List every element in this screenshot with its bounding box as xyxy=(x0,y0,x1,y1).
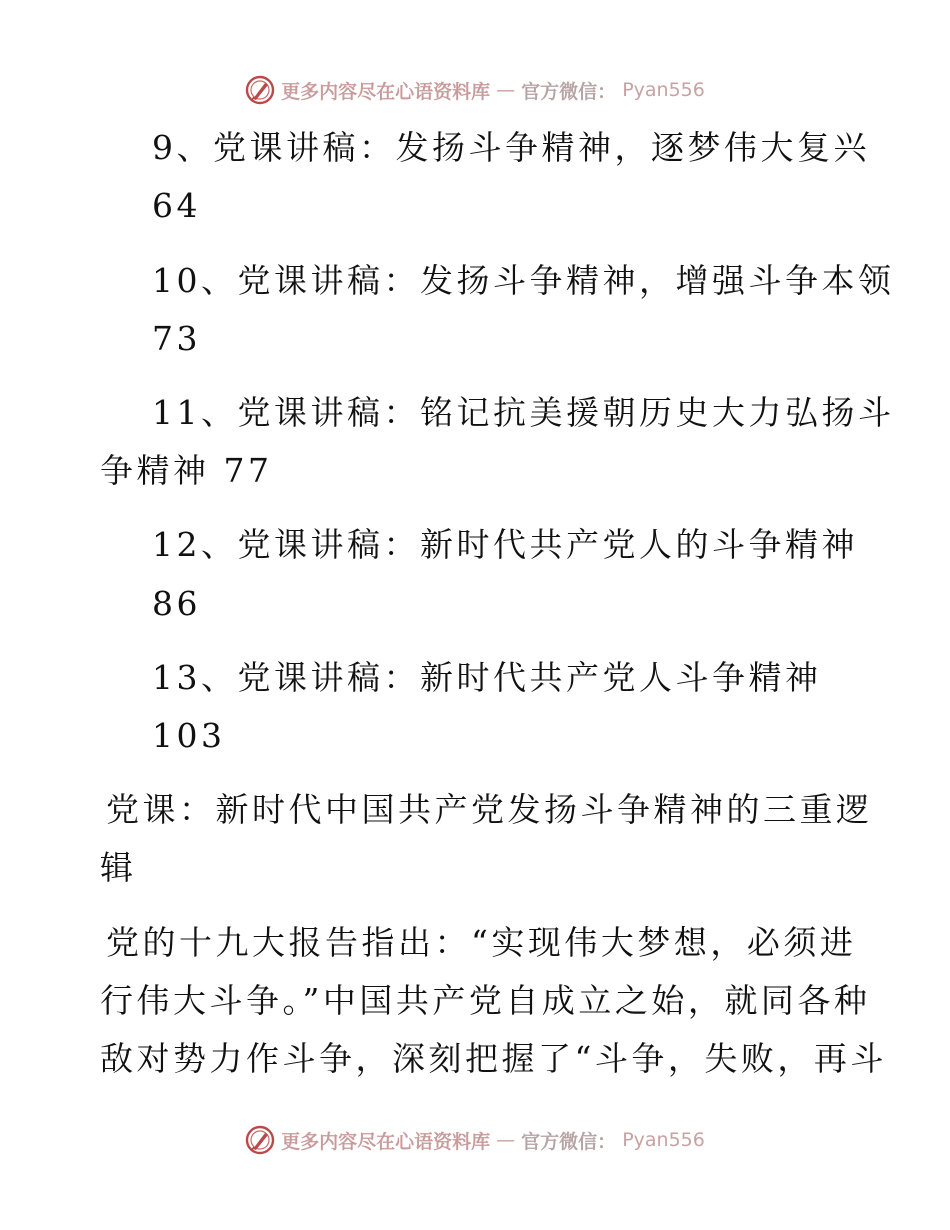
toc-item-13-page: 103 xyxy=(152,716,226,755)
body-line-3: 敌对势力作斗争，深刻把握了“斗争，失败，再斗 xyxy=(100,1039,887,1078)
watermark-text: 更多内容尽在心语资料库 xyxy=(281,80,491,103)
watermark-text: 更多内容尽在心语资料库 xyxy=(281,1130,491,1153)
quill-logo-icon xyxy=(245,1125,275,1155)
toc-item-11-continuation: 争精神 77 xyxy=(100,451,273,490)
toc-item-13-title: 13、党课讲稿：新时代共产党人斗争精神 xyxy=(152,658,822,697)
footer-watermark xyxy=(0,1120,950,1160)
quill-logo-icon xyxy=(245,75,275,105)
toc-item-11-title: 11、党课讲稿：铭记抗美援朝历史大力弘扬斗 xyxy=(152,393,895,432)
toc-item-12-page: 86 xyxy=(152,584,201,623)
toc-item-10-title: 10、党课讲稿：发扬斗争精神，增强斗争本领 xyxy=(152,261,895,300)
body-line-1: 党的十九大报告指出：“实现伟大梦想，必须进 xyxy=(106,923,857,962)
watermark-wechat-id: Pyan556 xyxy=(622,1129,705,1151)
toc-item-10-page: 73 xyxy=(152,319,201,358)
watermark-wechat-label: 官方微信： xyxy=(521,1130,617,1153)
toc-item-9-title: 9、党课讲稿：发扬斗争精神，逐梦伟大复兴 xyxy=(152,128,870,167)
toc-item-12-title: 12、党课讲稿：新时代共产党人的斗争精神 xyxy=(152,525,858,564)
toc-item-9-page: 64 xyxy=(152,186,201,225)
header-watermark xyxy=(0,70,950,110)
watermark-separator: — xyxy=(496,1129,516,1151)
watermark-wechat-id: Pyan556 xyxy=(622,79,705,101)
section-heading-line-1: 党课：新时代中国共产党发扬斗争精神的三重逻 xyxy=(106,790,873,829)
watermark-separator: — xyxy=(496,79,516,101)
body-line-2: 行伟大斗争。”中国共产党自成立之始，就同各种 xyxy=(100,981,871,1020)
section-heading-line-2: 辑 xyxy=(100,848,137,887)
watermark-wechat-label: 官方微信： xyxy=(521,80,617,103)
